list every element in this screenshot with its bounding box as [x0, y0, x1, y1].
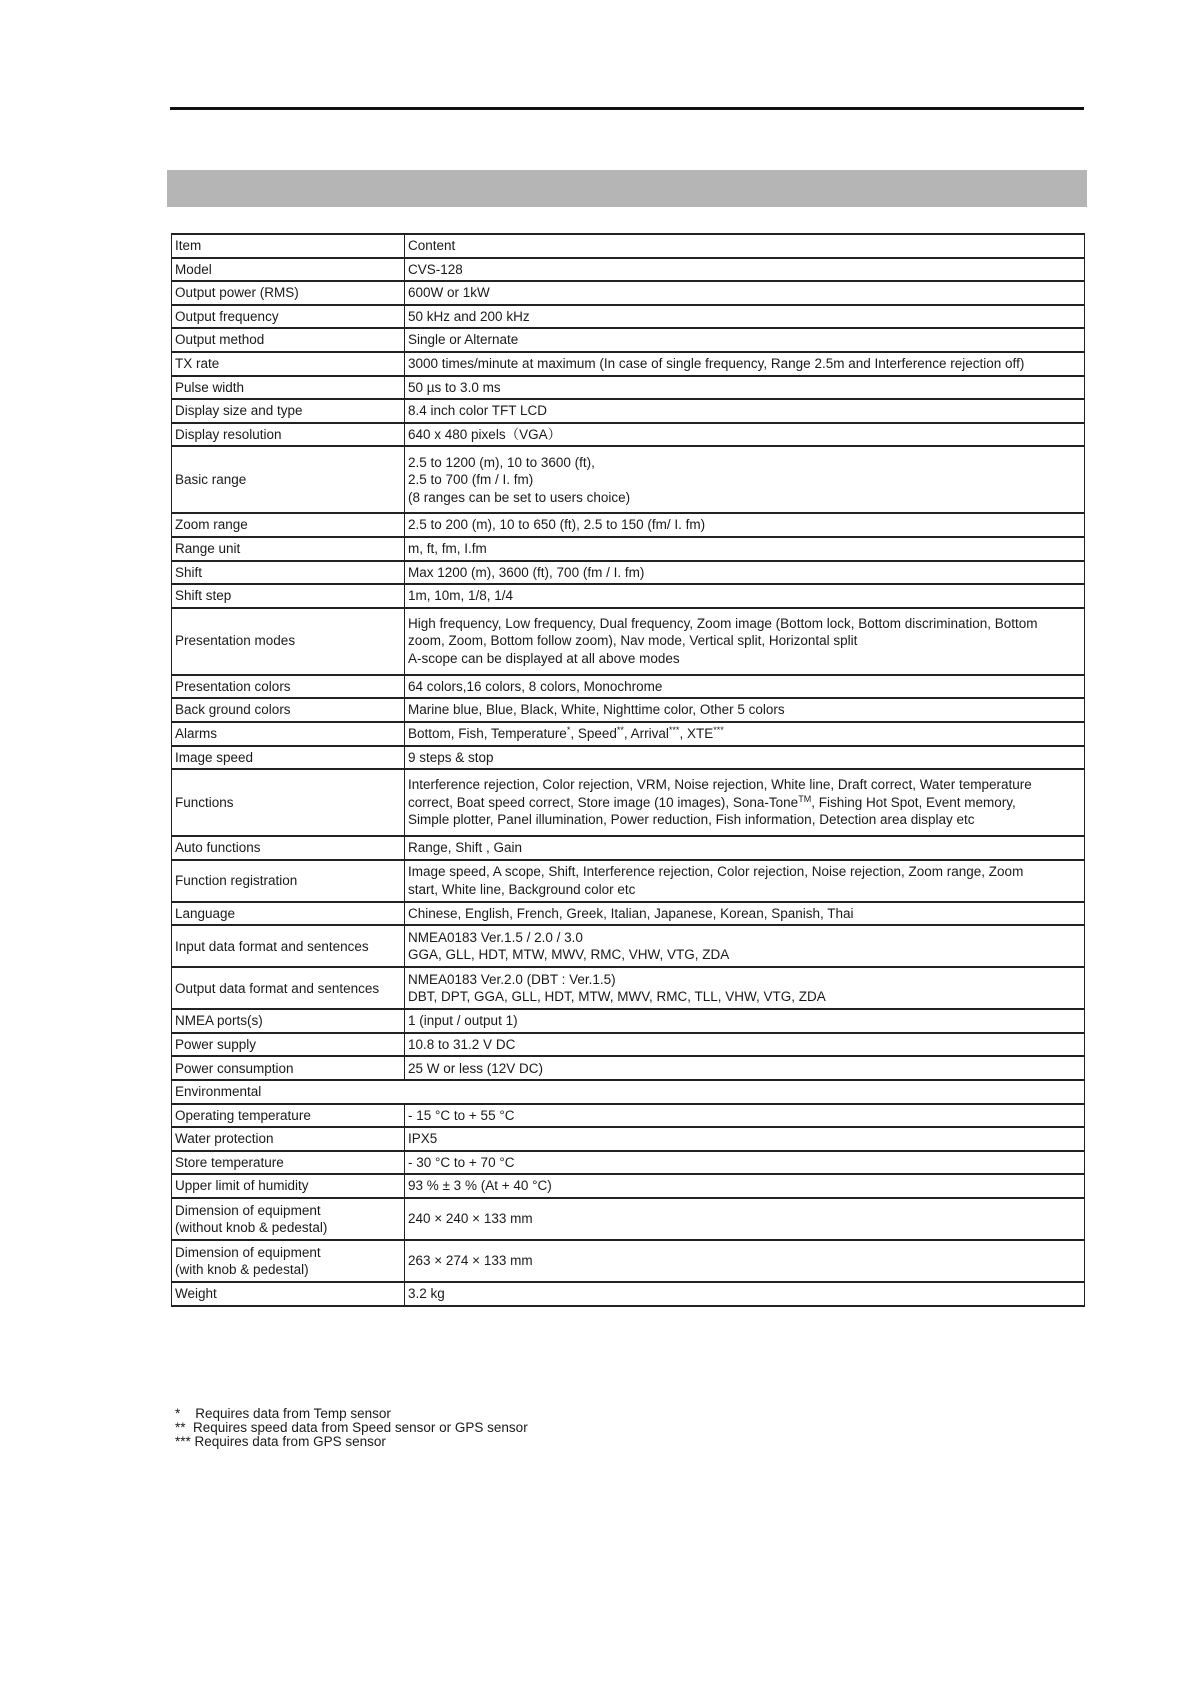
spec-item-cell: [172, 608, 405, 675]
table-row: [172, 561, 1085, 585]
table-row: [172, 399, 1085, 423]
table-row: [172, 1198, 1085, 1240]
table-row: [172, 584, 1085, 608]
table-row: [172, 1174, 1085, 1198]
spec-content-line: 2.5 to 1200 (m), 10 to 3600 (ft),: [408, 454, 595, 470]
footnote-speed: ** Requires speed data from Speed sensor or GPS sensor: [175, 1420, 528, 1435]
spec-item-cell: [172, 836, 405, 860]
spec-item-cell: [172, 1198, 405, 1240]
footnotes: [175, 1407, 528, 1449]
spec-content-cell: [405, 1151, 1085, 1175]
spec-item-label: Auto functions: [175, 840, 261, 856]
spec-item-label: Functions: [175, 794, 234, 810]
spec-content-cell: [405, 608, 1085, 675]
spec-content-cell: [405, 399, 1085, 423]
spec-item-cell: [172, 902, 405, 926]
spec-item-label: Function registration: [175, 872, 298, 888]
spec-item-label: Input data format and sentences: [175, 938, 369, 954]
spec-content-line: 3.2 kg: [408, 1286, 445, 1302]
spec-item-label: Environmental: [175, 1084, 262, 1100]
spec-item-cell: [172, 967, 405, 1009]
spec-content-line: 50 µs to 3.0 ms: [408, 379, 501, 395]
spec-content-line: 1m, 10m, 1/8, 1/4: [408, 588, 514, 604]
table-row: [172, 281, 1085, 305]
spec-item-cell: [172, 1009, 405, 1033]
table-row: [172, 698, 1085, 722]
spec-item-cell: [172, 423, 405, 447]
spec-item-label: Output data format and sentences: [175, 980, 380, 996]
spec-item-label: Language: [175, 905, 236, 921]
spec-content-cell: [405, 1198, 1085, 1240]
spec-content-cell: [405, 769, 1085, 836]
spec-item-cell: [172, 1104, 405, 1128]
specification-table: [171, 233, 1085, 1307]
spec-content-cell: [405, 352, 1085, 376]
spec-item-cell: [172, 1151, 405, 1175]
spec-item-label: Alarms: [175, 725, 218, 741]
table-row: [172, 836, 1085, 860]
spec-content-cell: [405, 925, 1085, 967]
spec-content-cell: [405, 722, 1085, 746]
table-row: [172, 1282, 1085, 1306]
spec-item-label: Back ground colors: [175, 702, 291, 718]
spec-content-line: 3000 times/minute at maximum (In case of single frequency, Range 2.5m and Interference rejection off): [408, 356, 1025, 372]
spec-item-label: (with knob & pedestal): [175, 1262, 309, 1278]
table-row: [172, 423, 1085, 447]
spec-item-label: Operating temperature: [175, 1107, 311, 1123]
spec-item-label: Shift: [175, 564, 203, 580]
spec-content-line: correct, Boat speed correct, Store image (10 images), Sona-Tone™, Fishing Hot Spot, Event memory,: [408, 793, 1016, 810]
spec-item-cell: [172, 746, 405, 770]
spec-content-line: GGA, GLL, HDT, MTW, MWV, RMC, VHW, VTG, ZDA: [408, 947, 730, 963]
table-row: [172, 722, 1085, 746]
spec-item-cell: [172, 399, 405, 423]
spec-item-cell: [172, 722, 405, 746]
spec-content-line: m, ft, fm, I.fm: [408, 540, 487, 556]
table-row: [172, 234, 1085, 258]
spec-item-label: Water protection: [175, 1131, 274, 1147]
spec-item-cell: [172, 1056, 405, 1080]
table-row: [172, 675, 1085, 699]
spec-item-label: (without knob & pedestal): [175, 1220, 328, 1236]
spec-item-label: Zoom range: [175, 517, 248, 533]
table-row: [172, 1127, 1085, 1151]
spec-item-cell: [172, 376, 405, 400]
spec-content-line: High frequency, Low frequency, Dual frequency, Zoom image (Bottom lock, Bottom discrimination, Bottom: [408, 615, 1038, 631]
table-row: [172, 376, 1085, 400]
spec-content-cell: [405, 1127, 1085, 1151]
spec-item-cell: [172, 698, 405, 722]
spec-content-line: - 15 °C to + 55 °C: [408, 1107, 515, 1123]
spec-content-line: Interference rejection, Color rejection, VRM, Noise rejection, White line, Draft correct, Water temperature: [408, 777, 1032, 793]
spec-item-cell: [172, 513, 405, 537]
spec-item-label: Weight: [175, 1286, 217, 1302]
spec-item-label: Shift step: [175, 588, 232, 604]
spec-content-line: NMEA0183 Ver.1.5 / 2.0 / 3.0: [408, 929, 583, 945]
spec-content-line: Image speed, A scope, Shift, Interference rejection, Color rejection, Noise rejection, Zoom range, Zoom: [408, 864, 1024, 880]
spec-content-line: zoom, Zoom, Bottom follow zoom), Nav mode, Vertical split, Horizontal split: [408, 633, 858, 649]
spec-item-label: Range unit: [175, 540, 241, 556]
spec-content-cell: [405, 675, 1085, 699]
spec-content-line: 25 W or less (12V DC): [408, 1060, 544, 1076]
spec-content-line: CVS-128: [408, 261, 463, 277]
spec-item-label: Dimension of equipment: [175, 1244, 321, 1260]
spec-content-line: 640 x 480 pixels（VGA）: [408, 426, 562, 442]
spec-content-cell: [405, 423, 1085, 447]
spec-item-cell: [172, 1282, 405, 1306]
spec-item-cell: [172, 328, 405, 352]
spec-content-cell: [405, 305, 1085, 329]
spec-content-cell: [405, 513, 1085, 537]
spec-item-label: Presentation colors: [175, 678, 291, 694]
spec-content-cell: [405, 537, 1085, 561]
spec-content-cell: [405, 258, 1085, 282]
spec-item-label: Model: [175, 261, 212, 277]
spec-content-line: 2.5 to 700 (fm / I. fm): [408, 472, 534, 488]
spec-item-cell: [172, 860, 405, 902]
spec-content-line: Content: [408, 238, 456, 254]
spec-content-cell: [405, 584, 1085, 608]
spec-item-cell: [172, 1080, 1085, 1104]
table-row: [172, 1080, 1085, 1104]
spec-content-line: Marine blue, Blue, Black, White, Nighttime color, Other 5 colors: [408, 702, 785, 718]
spec-item-cell: [172, 281, 405, 305]
table-row: [172, 1104, 1085, 1128]
spec-item-label: Dimension of equipment: [175, 1202, 321, 1218]
table-row: [172, 1033, 1085, 1057]
spec-content-cell: [405, 234, 1085, 258]
spec-item-label: Store temperature: [175, 1154, 284, 1170]
spec-item-label: Item: [175, 238, 202, 254]
spec-content-line: IPX5: [408, 1131, 438, 1147]
spec-item-cell: [172, 446, 405, 513]
spec-item-cell: [172, 561, 405, 585]
table-row: [172, 328, 1085, 352]
spec-content-cell: [405, 1240, 1085, 1282]
spec-item-cell: [172, 258, 405, 282]
spec-content-line: Single or Alternate: [408, 332, 519, 348]
table-row: [172, 537, 1085, 561]
spec-content-cell: [405, 902, 1085, 926]
spec-content-cell: [405, 746, 1085, 770]
spec-content-cell: [405, 376, 1085, 400]
top-rule: [170, 107, 1084, 110]
spec-content-line: 1 (input / output 1): [408, 1013, 518, 1029]
spec-content-cell: [405, 561, 1085, 585]
spec-item-cell: [172, 675, 405, 699]
spec-content-line: 240 × 240 × 133 mm: [408, 1211, 533, 1227]
spec-content-cell: [405, 1009, 1085, 1033]
table-row: [172, 608, 1085, 675]
spec-item-label: Output frequency: [175, 308, 279, 324]
spec-item-label: Image speed: [175, 749, 254, 765]
spec-item-label: Output method: [175, 332, 265, 348]
spec-content-line: Chinese, English, French, Greek, Italian, Japanese, Korean, Spanish, Thai: [408, 905, 854, 921]
spec-item-cell: [172, 1174, 405, 1198]
table-row: [172, 860, 1085, 902]
spec-item-label: Basic range: [175, 472, 247, 488]
spec-content-cell: [405, 860, 1085, 902]
spec-content-line: (8 ranges can be set to users choice): [408, 489, 631, 505]
spec-content-cell: [405, 1282, 1085, 1306]
spec-item-cell: [172, 1240, 405, 1282]
spec-item-label: Output power (RMS): [175, 285, 299, 301]
spec-item-cell: [172, 925, 405, 967]
section-header-band: [167, 170, 1087, 207]
spec-content-line: NMEA0183 Ver.2.0 (DBT : Ver.1.5): [408, 971, 616, 987]
spec-content-line: Max 1200 (m), 3600 (ft), 700 (fm / I. fm): [408, 564, 645, 580]
spec-item-label: Display resolution: [175, 426, 282, 442]
spec-item-label: TX rate: [175, 356, 220, 372]
spec-item-label: Presentation modes: [175, 633, 296, 649]
spec-content-line: 50 kHz and 200 kHz: [408, 308, 530, 324]
spec-item-cell: [172, 234, 405, 258]
table-row: [172, 902, 1085, 926]
spec-content-cell: [405, 328, 1085, 352]
spec-item-cell: [172, 352, 405, 376]
spec-content-cell: [405, 698, 1085, 722]
spec-item-label: Display size and type: [175, 403, 303, 419]
spec-item-cell: [172, 1033, 405, 1057]
spec-item-label: Upper limit of humidity: [175, 1178, 309, 1194]
spec-content-line: A-scope can be displayed at all above modes: [408, 650, 680, 666]
spec-content-line: 2.5 to 200 (m), 10 to 650 (ft), 2.5 to 150 (fm/ I. fm): [408, 517, 706, 533]
spec-item-cell: [172, 1127, 405, 1151]
table-row: [172, 352, 1085, 376]
table-row: [172, 1151, 1085, 1175]
spec-content-cell: [405, 446, 1085, 513]
spec-content-line: - 30 °C to + 70 °C: [408, 1154, 515, 1170]
spec-item-cell: [172, 537, 405, 561]
footnote-gps: *** Requires data from GPS sensor: [175, 1434, 386, 1449]
spec-item-label: Power consumption: [175, 1060, 294, 1076]
spec-content-cell: [405, 1056, 1085, 1080]
spec-content-line: 93 % ± 3 % (At + 40 °C): [408, 1178, 552, 1194]
table-row: [172, 1240, 1085, 1282]
spec-content-line: Bottom, Fish, Temperature*, Speed**, Arrival***, XTE***: [408, 724, 724, 741]
spec-content-cell: [405, 1104, 1085, 1128]
table-row: [172, 305, 1085, 329]
spec-content-line: 8.4 inch color TFT LCD: [408, 403, 548, 419]
table-row: [172, 446, 1085, 513]
spec-item-label: Power supply: [175, 1036, 257, 1052]
spec-content-line: start, White line, Background color etc: [408, 881, 636, 897]
table-row: [172, 1009, 1085, 1033]
spec-item-label: NMEA ports(s): [175, 1013, 263, 1029]
spec-item-cell: [172, 305, 405, 329]
table-row: [172, 513, 1085, 537]
spec-content-line: 263 × 274 × 133 mm: [408, 1253, 533, 1269]
spec-item-label: Pulse width: [175, 379, 245, 395]
table-row: [172, 746, 1085, 770]
spec-content-cell: [405, 281, 1085, 305]
table-row: [172, 967, 1085, 1009]
table-row: [172, 258, 1085, 282]
footnote-temp: * Requires data from Temp sensor: [175, 1406, 391, 1421]
spec-content-line: 600W or 1kW: [408, 285, 490, 301]
spec-content-cell: [405, 1033, 1085, 1057]
spec-content-line: Simple plotter, Panel illumination, Power reduction, Fish information, Detection area display etc: [408, 812, 975, 828]
spec-content-cell: [405, 836, 1085, 860]
spec-content-line: 9 steps & stop: [408, 749, 494, 765]
spec-content-cell: [405, 1174, 1085, 1198]
spec-content-line: DBT, DPT, GGA, GLL, HDT, MTW, MWV, RMC, TLL, VHW, VTG, ZDA: [408, 989, 826, 1005]
table-row: [172, 925, 1085, 967]
spec-content-line: 64 colors,16 colors, 8 colors, Monochrome: [408, 678, 663, 694]
table-row: [172, 769, 1085, 836]
spec-item-cell: [172, 769, 405, 836]
spec-content-line: Range, Shift , Gain: [408, 840, 523, 856]
table-row: [172, 1056, 1085, 1080]
spec-content-cell: [405, 967, 1085, 1009]
spec-content-line: 10.8 to 31.2 V DC: [408, 1036, 516, 1052]
spec-item-cell: [172, 584, 405, 608]
